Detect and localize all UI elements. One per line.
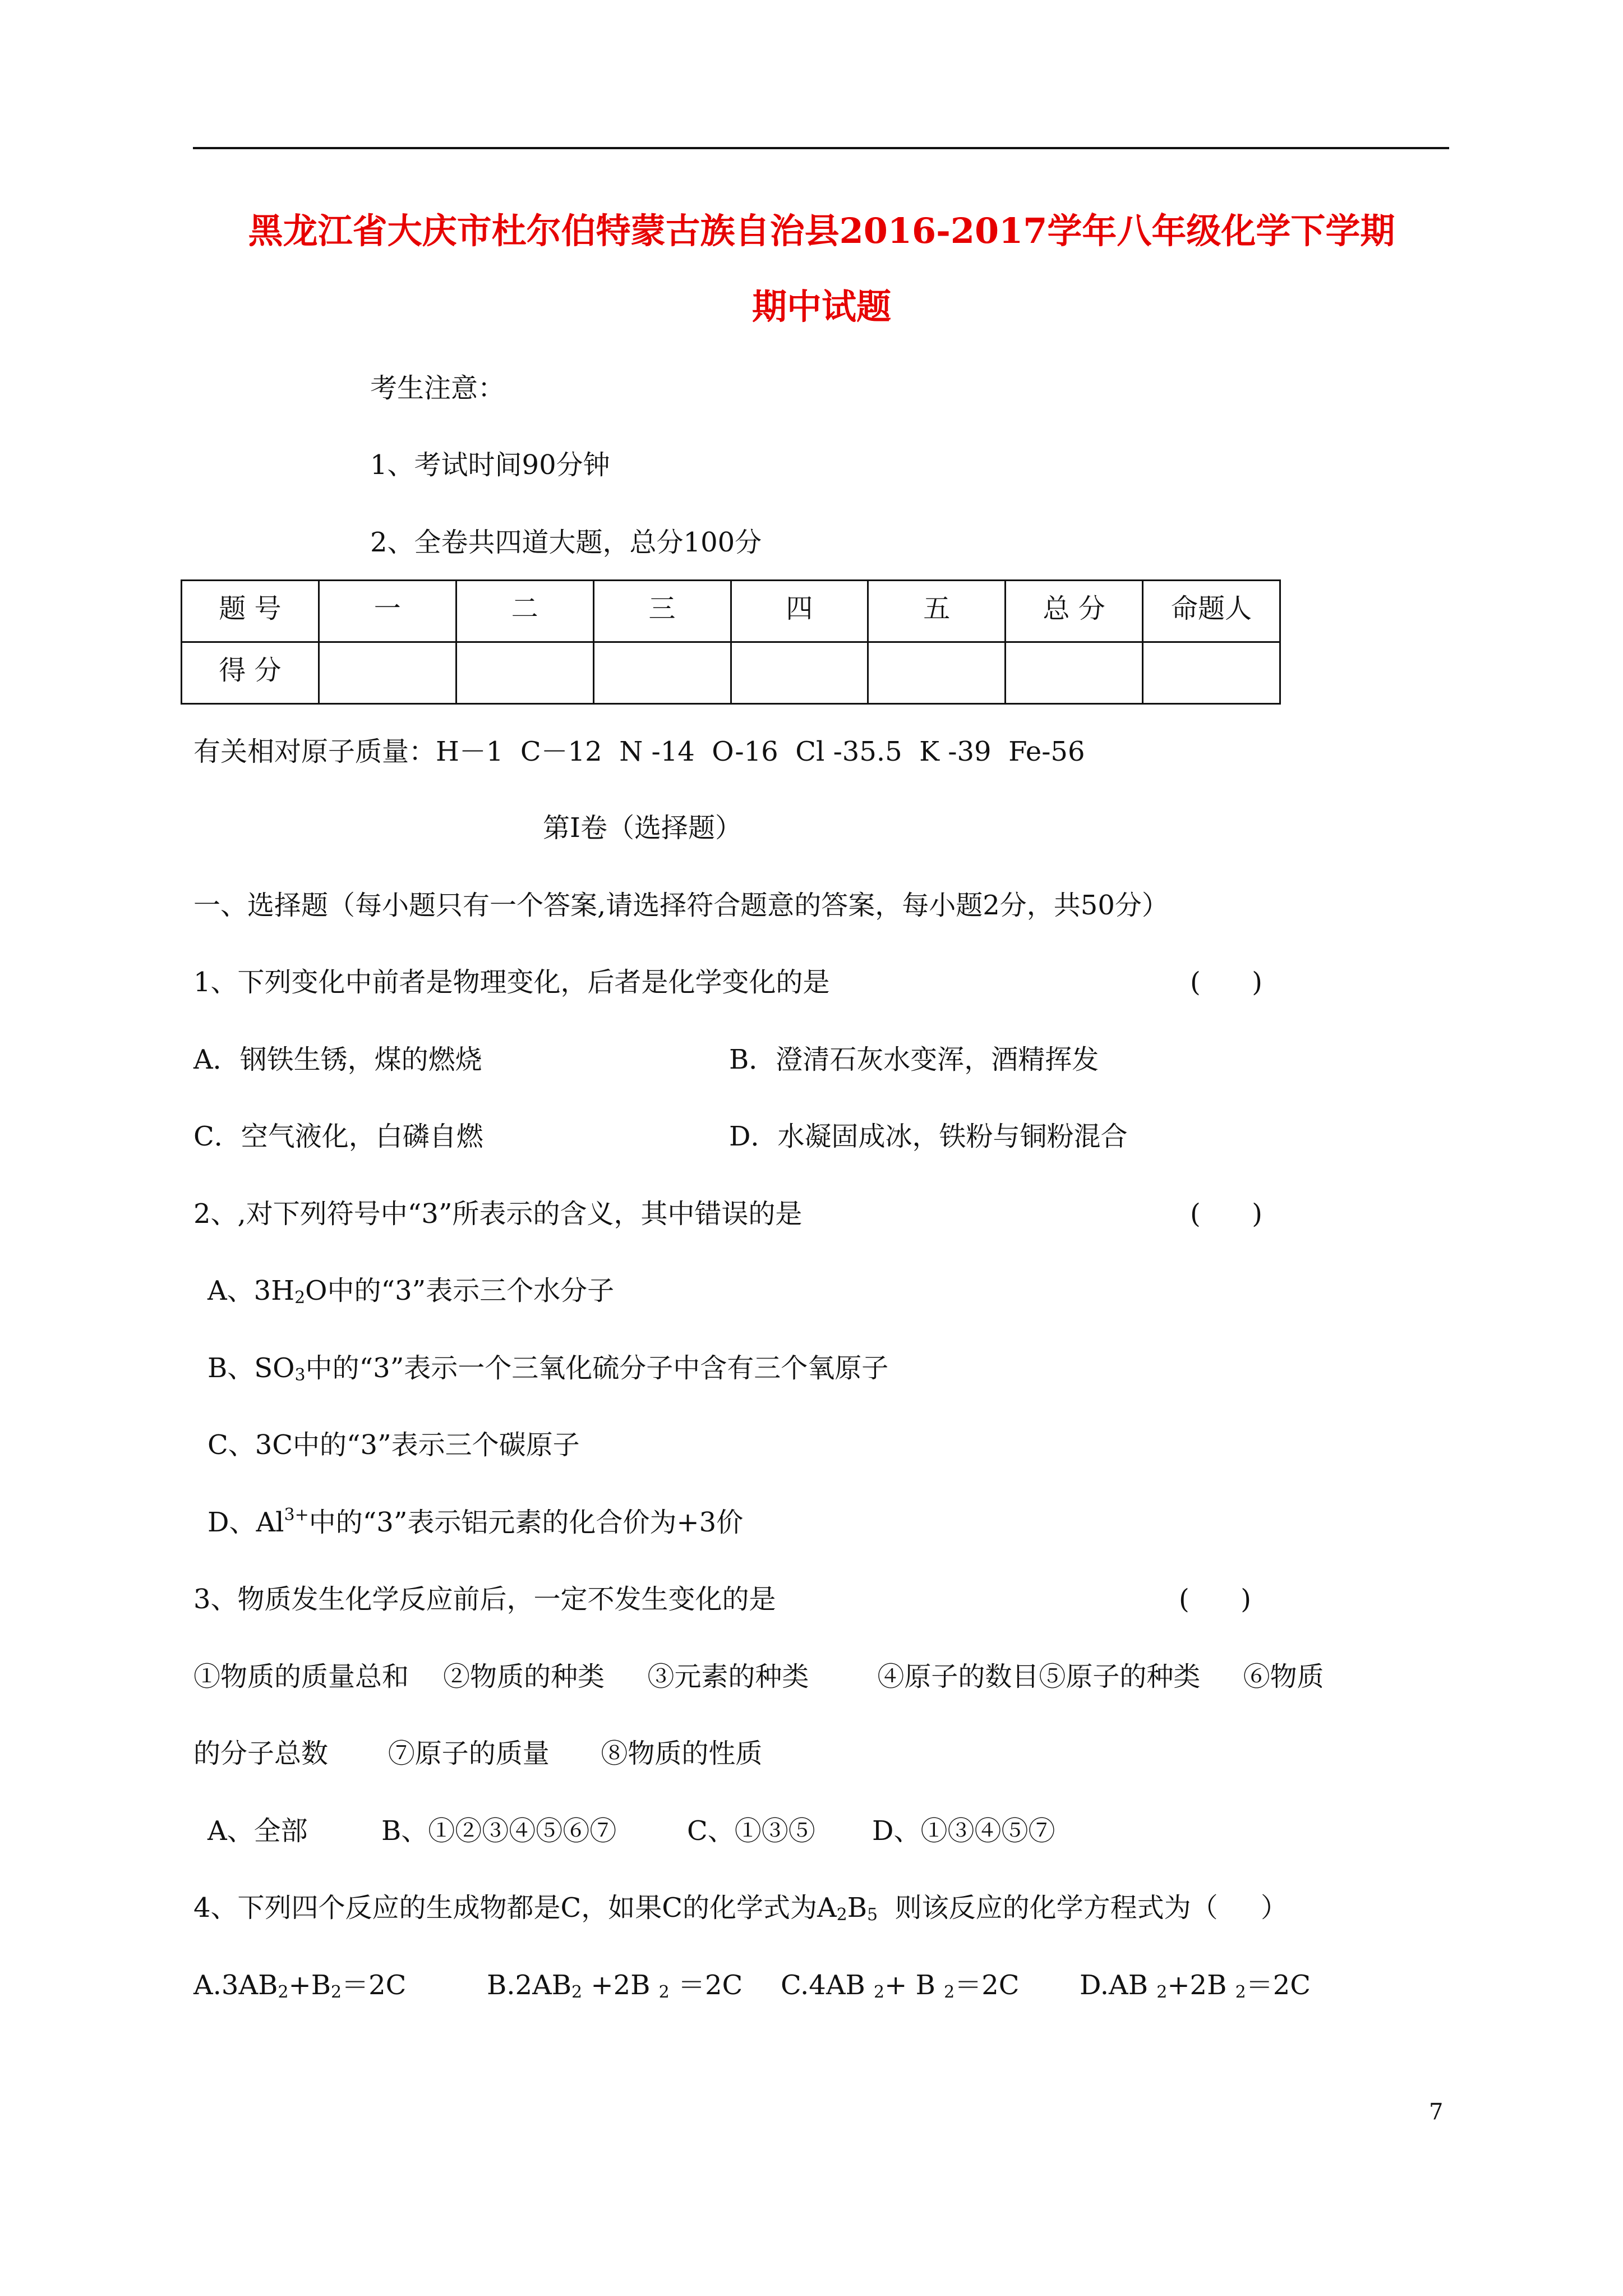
q3-stem: 3、物质发生化学反应前后，一定不发生变化的是: [193, 1584, 776, 1615]
q3-items-line2: 的分子总数 ⑦原子的质量 ⑧物质的性质: [193, 1738, 763, 1769]
q2-option-c: C、3C中的“3”表示三个碳原子: [208, 1429, 580, 1461]
q4-option-c: C.4AB $_2$+ B $_2$＝2C: [781, 1970, 1020, 2002]
score-header-cell: 二: [456, 581, 593, 642]
q2-option-b: B、$SO_3$中的“3”表示一个三氧化硫分子中含有三个氧原子: [208, 1352, 889, 1385]
q1-option-d: D．水凝固成冰，铁粉与铜粉混合: [729, 1121, 1128, 1152]
page-title-line2: 期中试题: [751, 286, 891, 327]
q4-option-d: D.AB $_2$+2B $_2$＝2C: [1080, 1970, 1311, 2002]
score-cell: [731, 642, 868, 704]
score-cell: [1006, 642, 1143, 704]
section-title: 一、选择题（每小题只有一个答案,请选择符合题意的答案，每小题2分，共50分）: [193, 890, 1169, 921]
q1-option-b: B．澄清石灰水变浑，酒精挥发: [729, 1044, 1099, 1075]
q3-option-c: C、①③⑤: [687, 1815, 815, 1847]
q3-option-a: A、全部: [208, 1815, 308, 1847]
q2-option-a: A、$3H_2O$中的“3”表示三个水分子: [208, 1275, 615, 1308]
volume-title: 第Ⅰ卷（选择题）: [543, 812, 742, 844]
q2-answer-paren: ( ): [1190, 1198, 1262, 1230]
score-cell: [1143, 642, 1280, 704]
q2-stem: 2、,对下列符号中“3”所表示的含义，其中错误的是: [193, 1198, 803, 1230]
score-cell: [319, 642, 456, 704]
score-header-cell: 五: [868, 581, 1006, 642]
header-rule: [193, 147, 1449, 149]
q4-option-a: $A.3AB_2+B_2=2C$: [193, 1970, 407, 2002]
page-number: 7: [1429, 2099, 1444, 2125]
score-header-cell: 四: [731, 581, 868, 642]
score-table: [181, 579, 1281, 705]
q4-stem: 4、下列四个反应的生成物都是C，如果C的化学式为$A_2B_5$ 则该反应的化学方程式为（ ）: [193, 1892, 1288, 1925]
notice-item-1: 1、考试时间90分钟: [370, 449, 610, 481]
q3-items-line1: ①物质的质量总和 ②物质的种类 ③元素的种类 ④原子的数目⑤原子的种类 ⑥物质: [193, 1661, 1324, 1692]
score-table-header-row: [182, 581, 1280, 642]
score-header-cell: 命题人: [1143, 581, 1280, 642]
atomic-masses: 有关相对原子质量：H－1 C－12 N -14 O-16 Cl -35.5 K -39 Fe-56: [193, 736, 1085, 767]
score-cell: [456, 642, 593, 704]
score-header-cell: 题 号: [182, 581, 319, 642]
q1-option-a: A．钢铁生锈，煤的燃烧: [193, 1044, 482, 1075]
score-cell: [593, 642, 731, 704]
q3-option-b: B、①②③④⑤⑥⑦: [381, 1815, 617, 1847]
score-header-cell: 三: [593, 581, 731, 642]
score-table-score-row: [182, 642, 1280, 704]
q3-option-d: D、①③④⑤⑦: [872, 1815, 1055, 1847]
q4-option-b: $B.2AB_2 +2B$ $_2$ ＝2C: [487, 1970, 743, 2002]
score-header-cell: 一: [319, 581, 456, 642]
score-header-cell: 总 分: [1006, 581, 1143, 642]
notice-heading: 考生注意：: [370, 372, 505, 404]
q1-answer-paren: ( ): [1190, 967, 1262, 998]
page-title-line1: 黑龙江省大庆市杜尔伯特蒙古族自治县2016-2017学年八年级化学下学期: [248, 210, 1395, 251]
q2-option-d: D、$Al^{3+}$中的“3”表示铝元素的化合价为+3价: [208, 1505, 744, 1538]
score-row-label: 得 分: [182, 642, 319, 704]
q1-stem: 1、下列变化中前者是物理变化，后者是化学变化的是: [193, 967, 830, 998]
notice-item-2: 2、全卷共四道大题，总分100分: [370, 527, 762, 558]
q3-answer-paren: ( ): [1179, 1584, 1251, 1615]
score-cell: [868, 642, 1006, 704]
q1-option-c: C．空气液化，白磷自燃: [193, 1121, 483, 1152]
